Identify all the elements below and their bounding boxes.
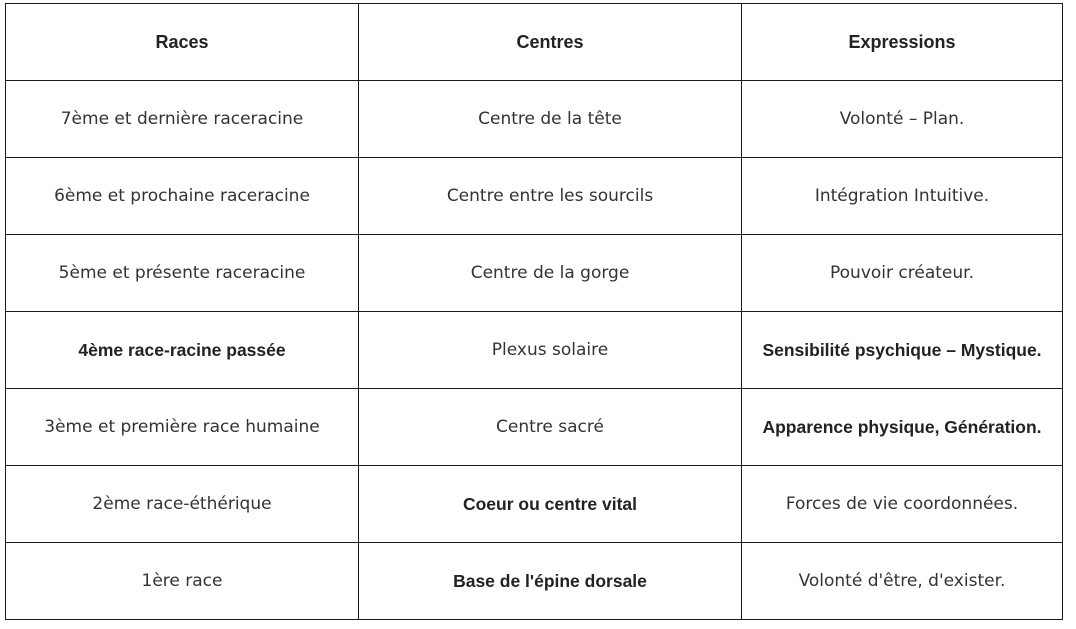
table-row [6, 235, 1063, 312]
expression-cell: Intégration Intuitive. [742, 158, 1063, 235]
table-row [6, 466, 1063, 543]
table-row [6, 81, 1063, 158]
race-cell: 6ème et prochaine raceracine [6, 158, 359, 235]
table-row [6, 543, 1063, 620]
header-centres: Centres [359, 4, 742, 81]
races-centres-table [5, 3, 1063, 620]
expression-cell: Volonté – Plan. [742, 81, 1063, 158]
expression-cell: Apparence physique, Génération. [742, 389, 1063, 466]
race-cell: 7ème et dernière raceracine [6, 81, 359, 158]
expression-cell: Sensibilité psychique – Mystique. [742, 312, 1063, 389]
header-expressions: Expressions [742, 4, 1063, 81]
expression-cell: Pouvoir créateur. [742, 235, 1063, 312]
table-row [6, 312, 1063, 389]
race-cell: 1ère race [6, 543, 359, 620]
centre-cell: Coeur ou centre vital [359, 466, 742, 543]
race-cell: 4ème race-racine passée [6, 312, 359, 389]
centre-cell: Centre de la gorge [359, 235, 742, 312]
centre-cell: Centre de la tête [359, 81, 742, 158]
race-cell: 3ème et première race humaine [6, 389, 359, 466]
header-races: Races [6, 4, 359, 81]
centre-cell: Plexus solaire [359, 312, 742, 389]
centre-cell: Centre entre les sourcils [359, 158, 742, 235]
header-row [6, 4, 1063, 81]
expression-cell: Forces de vie coordonnées. [742, 466, 1063, 543]
centre-cell: Centre sacré [359, 389, 742, 466]
table-row [6, 158, 1063, 235]
race-cell: 5ème et présente raceracine [6, 235, 359, 312]
centre-cell: Base de l'épine dorsale [359, 543, 742, 620]
expression-cell: Volonté d'être, d'exister. [742, 543, 1063, 620]
race-cell: 2ème race-éthérique [6, 466, 359, 543]
table-row [6, 389, 1063, 466]
